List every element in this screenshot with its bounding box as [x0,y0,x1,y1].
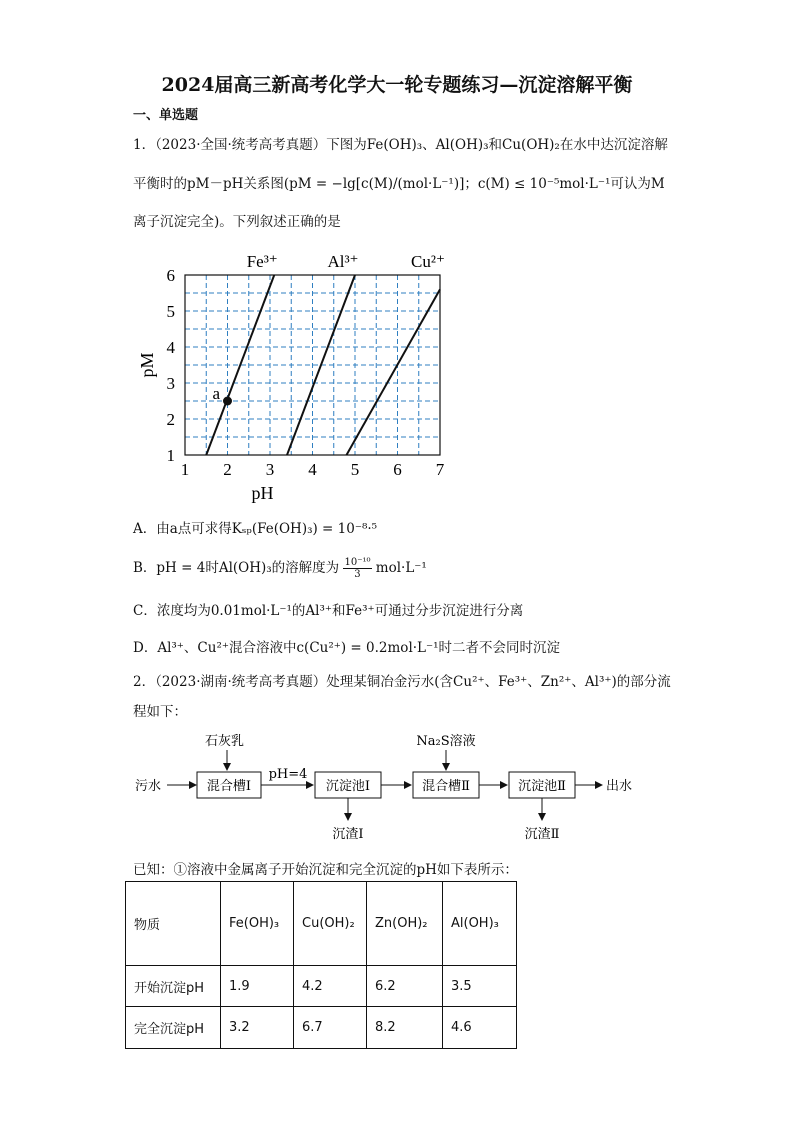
flow-residue-1: 沉渣Ⅰ [332,827,364,842]
q1-option-b-text: B．pH = 4时Al(OH)₃的溶解度为 [133,560,340,576]
table-header-row [126,882,517,966]
flow-residue-2: 沉渣Ⅱ [524,827,560,842]
flow-box-settle-1-label: 沉淀池Ⅰ [325,779,371,794]
flow-box-mix-1-label: 混合槽Ⅰ [206,779,252,794]
fraction-denominator: 3 [354,569,361,580]
flow-reagent-1: 石灰乳 [205,734,245,749]
series-label: Cu²⁺ [411,252,445,271]
y-tick-label: 2 [166,410,175,429]
table-header-cell: Cu(OH)₂ [294,882,367,966]
table-row [126,966,517,1007]
q1-stem-line2: 平衡时的pM－pH关系图(pM = −lg[c(M)/(mol·L⁻¹)]；c(M) ≤ 10⁻⁵mol·L⁻¹可认为M [133,176,665,192]
table-cell: 3.5 [443,966,517,1007]
q1-stem-line3: 离子沉淀完全)。下列叙述正确的是 [133,214,341,230]
y-tick-label: 6 [166,266,175,285]
x-axis-label: pH [251,483,274,503]
point-label: a [212,384,221,403]
q1-stem-line1: 1．（2023·全国·统考高考真题）下图为Fe(OH)₃、Al(OH)₃和Cu(OH)₂在水中达沉淀溶解 [133,137,668,153]
x-tick-label: 2 [223,460,232,479]
process-flow-diagram [130,728,650,843]
table-header-cell: Zn(OH)₂ [367,882,443,966]
y-tick-label: 4 [166,338,175,357]
x-tick-label: 6 [393,460,402,479]
table-header-cell: 物质 [126,882,221,966]
table-cell: 6.2 [367,966,443,1007]
flow-box-settle-2-label: 沉淀池Ⅱ [518,779,566,794]
table-cell: 开始沉淀pH [126,966,221,1007]
table-cell: 8.2 [367,1007,443,1049]
flow-outlet: 出水 [606,779,633,794]
q1-option-b[interactable] [133,556,427,580]
x-tick-label: 3 [265,460,275,479]
series-line [347,289,441,455]
x-tick-label: 5 [350,460,360,479]
y-tick-label: 5 [166,302,175,321]
known-conditions: 已知：①溶液中金属离子开始沉淀和完全沉淀的pH如下表所示： [133,862,518,878]
q1-option-d[interactable]: D．Al³⁺、Cu²⁺混合溶液中c(Cu²⁺) = 0.2mol·L⁻¹时二者不会同时沉淀 [133,640,561,656]
series-label: Fe³⁺ [246,252,278,271]
precipitation-ph-table [125,881,517,1049]
q1-option-b-unit: mol·L⁻¹ [375,560,427,576]
y-tick-label: 1 [166,446,175,465]
q1-option-c[interactable]: C．浓度均为0.01mol·L⁻¹的Al³⁺和Fe³⁺可通过分步沉淀进行分离 [133,603,524,619]
x-tick-label: 4 [308,460,317,479]
series-label: Al³⁺ [327,252,359,271]
q2-stem-line1: 2．（2023·湖南·统考高考真题）处理某铜冶金污水(含Cu²⁺、Fe³⁺、Zn²⁺、Al³⁺)的部分流 [133,674,671,690]
table-cell: 6.7 [294,1007,367,1049]
section-heading: 一、单选题 [133,108,199,123]
q1-option-a[interactable]: A．由a点可求得Kₛₚ(Fe(OH)₃) = 10⁻⁸·⁵ [133,521,378,537]
page-title: 2024届高三新高考化学大一轮专题练习—沉淀溶解平衡 [161,74,633,96]
table-row [126,1007,517,1049]
data-point [223,397,232,406]
table-header-cell: Al(OH)₃ [443,882,517,966]
q2-stem-line2: 程如下： [133,704,187,720]
table-cell: 4.6 [443,1007,517,1049]
fraction [343,557,371,580]
table-cell: 完全沉淀pH [126,1007,221,1049]
flow-reagent-2: Na₂S溶液 [416,734,476,749]
flow-inlet: 污水 [135,779,162,794]
table-cell: 3.2 [221,1007,294,1049]
series-line [206,275,274,455]
pm-ph-chart [130,245,460,505]
fraction-numerator: 10⁻¹⁰ [344,557,371,568]
y-axis-label: pM [137,352,157,378]
table-cell: 1.9 [221,966,294,1007]
flow-condition: pH=4 [268,767,308,782]
x-tick-label: 7 [435,460,445,479]
y-tick-label: 3 [166,374,175,393]
table-cell: 4.2 [294,966,367,1007]
flow-box-mix-2-label: 混合槽Ⅱ [422,779,470,794]
x-tick-label: 1 [180,460,190,479]
table-header-cell: Fe(OH)₃ [221,882,294,966]
